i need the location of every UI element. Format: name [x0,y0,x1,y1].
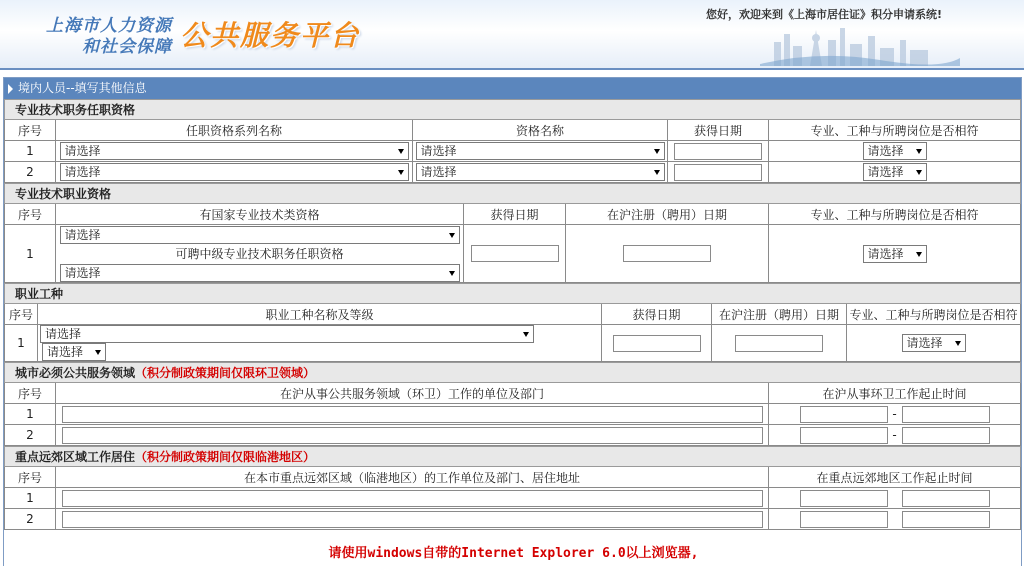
caret-down-icon [523,332,529,337]
select-value: 请选择 [64,227,101,242]
col-header: 序号 [5,204,56,225]
table-row [5,488,1021,509]
col-header: 序号 [5,467,56,488]
col-header: 在沪从事环卫工作起止时间 [769,383,1021,404]
select-value: 请选择 [867,144,904,158]
row-number: 2 [5,509,56,530]
col-header: 在沪注册（聘用）日期 [712,304,847,325]
col-header: 在重点远郊地区工作起止时间 [769,467,1021,488]
table-row [5,225,1021,283]
col-header: 获得日期 [464,204,566,225]
unit-address-input[interactable] [62,490,763,507]
caret-down-icon [398,149,404,154]
end-date-input[interactable] [902,490,990,507]
row-number: 1 [5,404,56,425]
caret-down-icon [916,149,922,154]
date-input[interactable] [613,335,701,352]
section-title-tech-prof: 专业技术职业资格 [5,184,1021,204]
logo-line1: 上海市人力资源 [46,16,172,36]
unit-address-input[interactable] [62,511,763,528]
vocation-table [4,283,1021,362]
col-header: 在沪注册（聘用）日期 [566,204,769,225]
register-date-input[interactable] [623,245,711,262]
match-select[interactable] [863,142,927,160]
col-header: 专业、工种与所聘岗位是否相符 [769,120,1021,141]
section-title-vocation: 职业工种 [5,284,1021,304]
section-title-text: 重点远郊区域工作居住 [15,450,136,464]
start-date-input[interactable] [800,406,888,423]
table-row [5,162,1021,183]
col-header: 在沪从事公共服务领域（环卫）工作的单位及部门 [56,383,769,404]
browser-notice: 请使用windows自带的Internet Explorer 6.0以上浏览器, [328,546,699,561]
row-number: 1 [5,325,38,362]
triangle-right-icon [8,84,13,94]
national-qual-select[interactable] [60,226,460,244]
platform-title: 公共服务平台 [180,19,361,52]
section-note: （积分制政策期间仅限环卫领域） [135,366,316,380]
select-value: 请选择 [420,165,457,179]
select-value: 请选择 [867,165,904,179]
col-header: 获得日期 [602,304,712,325]
match-select[interactable] [863,245,927,263]
site-header [0,0,1024,70]
col-header: 序号 [5,383,56,404]
table-row [5,425,1021,446]
public-service-table [4,362,1021,446]
col-header: 序号 [5,304,38,325]
col-header: 专业、工种与所聘岗位是否相符 [847,304,1021,325]
select-value: 请选择 [906,336,943,350]
logo-line2: 和社会保障 [82,37,172,57]
skyline-icon [760,20,960,66]
section-title-public-service [5,363,1021,383]
select-value: 请选择 [64,165,101,179]
start-date-input[interactable] [800,490,888,507]
end-date-input[interactable] [902,406,990,423]
date-input[interactable] [674,164,762,181]
unit-department-input[interactable] [62,406,763,423]
caret-down-icon [916,170,922,175]
match-select[interactable] [902,334,966,352]
remote-area-table [4,446,1021,530]
end-date-input[interactable] [902,511,990,528]
row-number: 1 [5,141,56,162]
caret-down-icon [654,170,660,175]
col-header: 专业、工种与所聘岗位是否相符 [769,204,1021,225]
range-dash: - [892,427,897,442]
row-number: 1 [5,488,56,509]
qualification-select[interactable] [416,142,665,160]
caret-down-icon [95,350,101,355]
col-header: 职业工种名称及等级 [38,304,602,325]
select-value: 请选择 [45,327,82,341]
row-number: 1 [5,225,56,283]
caret-down-icon [398,170,404,175]
select-value: 请选择 [47,345,84,359]
series-select[interactable] [60,163,409,181]
caret-down-icon [449,271,455,276]
vocation-name-select[interactable] [40,325,534,343]
end-date-input[interactable] [902,427,990,444]
caret-down-icon [654,149,660,154]
form-title: 境内人员--填写其他信息 [18,81,147,95]
mid-qual-label: 可聘中级专业技术职务任职资格 [175,246,344,261]
row-number: 2 [5,425,56,446]
date-input[interactable] [471,245,559,262]
table-row [5,404,1021,425]
col-header: 有国家专业技术类资格 [56,204,464,225]
table-row [5,325,1021,362]
form-title-bar [4,78,1021,99]
table-row [5,509,1021,530]
section-title-remote-area [5,447,1021,467]
select-value: 请选择 [420,144,457,158]
unit-department-input[interactable] [62,427,763,444]
caret-down-icon [916,252,922,257]
tech-post-table [4,99,1021,183]
select-value: 请选择 [64,265,101,280]
vocation-level-select[interactable] [42,343,106,361]
section-title-tech-post: 专业技术职务任职资格 [5,100,1021,120]
qualification-select[interactable] [416,163,665,181]
select-value: 请选择 [64,144,101,158]
match-select[interactable] [863,163,927,181]
row-number: 2 [5,162,56,183]
other-info-form [3,77,1022,566]
tech-prof-table [4,183,1021,283]
register-date-input[interactable] [735,335,823,352]
col-header: 任职资格系列名称 [56,120,413,141]
start-date-input[interactable] [800,511,888,528]
col-header: 序号 [5,120,56,141]
col-header: 获得日期 [668,120,769,141]
date-input[interactable] [674,143,762,160]
mid-qual-select[interactable] [60,264,460,282]
welcome-message: 您好，欢迎来到《上海市居住证》积分申请系统! [706,8,943,21]
start-date-input[interactable] [800,427,888,444]
select-value: 请选择 [867,246,904,261]
caret-down-icon [449,233,455,238]
section-title-text: 城市必须公共服务领域 [15,366,136,380]
table-row [5,141,1021,162]
series-select[interactable] [60,142,409,160]
col-header: 在本市重点远郊区域（临港地区）的工作单位及部门、居住地址 [56,467,769,488]
caret-down-icon [955,341,961,346]
col-header: 资格名称 [413,120,668,141]
section-note: （积分制政策期间仅限临港地区） [135,450,316,464]
range-dash: - [892,406,897,421]
